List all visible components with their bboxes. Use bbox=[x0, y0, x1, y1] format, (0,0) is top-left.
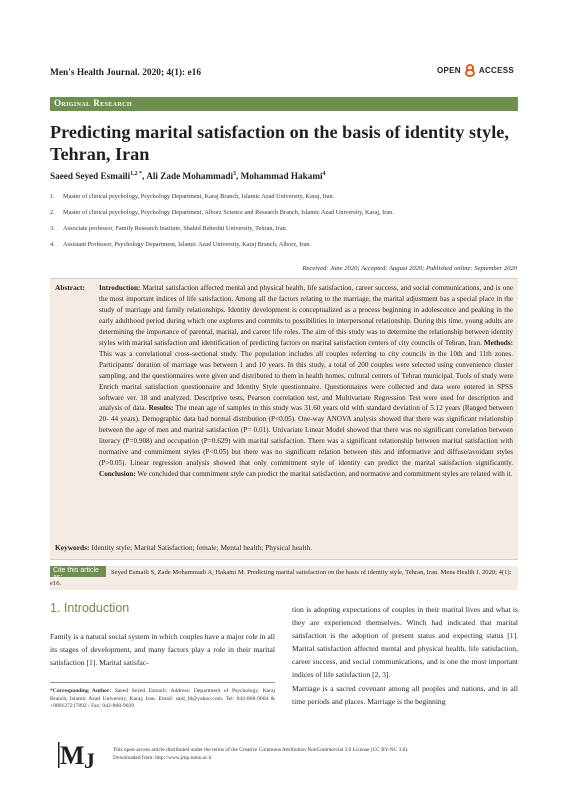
section-heading-introduction: 1. Introduction bbox=[50, 601, 130, 615]
open-access-logo bbox=[437, 64, 514, 77]
journal-logo bbox=[56, 738, 106, 772]
keywords-text: Identity style; Marital Satisfaction; female; Mental health; Physical health. bbox=[89, 543, 312, 552]
affiliation-number: 4. bbox=[50, 241, 55, 248]
affiliation-text: Master of clinical psychology, Psychology Department, Alborz Science and Research Branch, Islamic Azad University, Karaj, Iran. bbox=[63, 209, 394, 216]
author-name: Ali Zade Mohammadi bbox=[146, 171, 234, 182]
svg-text:M: M bbox=[60, 741, 85, 770]
abstract-methods-label: Methods: bbox=[483, 338, 513, 347]
affiliation-number: 2. bbox=[50, 209, 55, 216]
footnote-text: Saeed Seyed Esmaili; Address: Department of Psychology, Karaj Branch, Islamic Azad University, Karaj, Iran. Email: said_fd@yahoo.com. Tel: 042-868-9004 & +989127217892 / Fax: 042-868-9039 bbox=[50, 688, 276, 709]
keywords-label: Keywords: bbox=[55, 543, 90, 552]
affiliation-text: Assistant Professor, Psychology Department, Islamic Azad University, Karaj Branch, Alborz, Iran. bbox=[63, 241, 312, 248]
affiliation-number: 3. bbox=[50, 225, 55, 232]
download-line: Downloaded from: http://www.jmp.iums.ac.ir bbox=[113, 755, 212, 761]
author-separator: , bbox=[236, 171, 241, 182]
abstract-results-label: Results: bbox=[148, 404, 174, 413]
footnote-label: *Corresponding Author: bbox=[50, 688, 112, 694]
section-label-band bbox=[50, 97, 518, 111]
svg-text:J: J bbox=[84, 748, 95, 772]
section-label: Original Research bbox=[54, 98, 132, 108]
open-lock-icon bbox=[465, 64, 475, 77]
affiliation-text: Associate professor, Family Research Institute, Shahid Beheshti University, Tehran, Iran. bbox=[63, 225, 288, 232]
affiliation-item bbox=[50, 209, 394, 216]
author-separator: , bbox=[142, 171, 147, 182]
abstract-label: Abstract: bbox=[55, 283, 85, 292]
open-access-text-access: ACCESS bbox=[478, 66, 515, 75]
license-line: This open-access article distributed under the terms of the Creative Commons Attribution NonCommercial 3.0 License (CC BY-NC 3.0). bbox=[113, 747, 409, 753]
abstract-conclusion-text: We concluded that commitment style can predict the marital satisfaction, and normative and commitment styles are related with it. bbox=[135, 470, 513, 479]
journal-citation: Men's Health Journal. 2020; 4(1): e16 bbox=[50, 68, 202, 78]
body-text-left-column: Family is a natural social system in which couples have a major role in all its stages of development, and many factors play a role in their marital satisfaction [1]. Marital satisfac- bbox=[50, 632, 275, 668]
keywords bbox=[55, 543, 515, 552]
author-list bbox=[50, 171, 326, 181]
footnote-divider bbox=[50, 682, 275, 683]
author-name: Mohammad Hakami bbox=[240, 171, 323, 182]
citation-label: Cite this article as: bbox=[50, 566, 106, 577]
citation-text: Seyed Esmaili S, Zade Mohammadi A, Hakami M. Predicting marital satisfaction on the basis of identity style, Tehran, Iran. Mens Health J. 2020; 4(1): e16. bbox=[50, 569, 512, 587]
publication-dates: Received: June 2020; Accepted: August 2020; Published online: September 2020 bbox=[302, 265, 517, 272]
affiliation-item bbox=[50, 241, 311, 248]
author-name: Saeed Seyed Esmaili bbox=[50, 171, 131, 182]
affiliation-item bbox=[50, 193, 334, 200]
affiliation-text: Master of clinical psychology, Psychology Department, Karaj Branch, Islamic Azad University, Karaj, Iran. bbox=[63, 193, 335, 200]
open-access-text-open: OPEN bbox=[437, 66, 461, 75]
abstract-methods-text: This was a correlational cross-sectional study. The population includes all couples referring to city councils in the 10th and 11th zones. Participants' duration of marriage was between 1 and 10 years. In this study, a total of 200 couples were selected using convenience cluster sampling, and the questionnaires were given and distributed to them in health homes, cultural centers of Tehran municipal. Tools of study were Enrich marital satisfaction questionnaire and Identity Style questionnaire. Questionnaires were collected and data were entered in SPSS software ver. 18 and analyzed. Descriptive tests, Pearson correlation test, and Multivariate Regression Test were used for description and analysis of data. bbox=[99, 349, 513, 413]
abstract-intro-label: Introduction: bbox=[99, 284, 141, 292]
license-statement bbox=[113, 746, 523, 762]
corresponding-author-footnote bbox=[50, 688, 275, 711]
author-affiliation-mark: 3 bbox=[233, 171, 237, 177]
abstract-intro-text: Marital satisfaction affected mental and physical health, life satisfaction, career success, and social communications, and is one the most important indices of life satisfaction. Among all the factors relating to the marriage, the marital adjustment has a special place in the study of marriage and family relationships. Identity development is conceptualized as a process beginning in adolescence and peaking in the early adulthood period during which one explores and commits to possibilities in interpersonal relationship. During this time, young adults are determining the importance of parental, marital, and career life roles. The aim of this study was to determine the relationship between identity styles with marital satisfaction and identification of predicting factors on marital satisfaction centers of city councils of Tehran, Iran. bbox=[99, 284, 513, 347]
author-affiliation-mark: 1,2 * bbox=[130, 171, 143, 177]
abstract-conclusion-label: Conclusion: bbox=[99, 470, 136, 479]
body-text-right-column bbox=[292, 603, 518, 708]
affiliation-item bbox=[50, 225, 287, 232]
affiliation-number: 1. bbox=[50, 193, 55, 200]
author-affiliation-mark: 4 bbox=[322, 171, 326, 177]
article-title: Predicting marital satisfaction on the basis of identity style, Tehran, Iran bbox=[50, 122, 509, 164]
body-paragraph: tion is adopting expectations of couples in their marital lives and what is they are experienced themselves. Winch had indicated that marital satisfaction is the adoption of present status and expecting status [1]. Marital satisfaction affected mental and physical health, life satisfaction, career success, and social communications, and is one the most important indices of life satisfaction [2, 3]. bbox=[292, 605, 518, 680]
body-paragraph: Marriage is a sacred covenant among all peoples and nations, and in all time periods and places. Marriage is the beginning bbox=[292, 683, 518, 706]
abstract-results-text: The mean age of samples in this study was 31.60 years old with standard deviation of 5.12 years (Ranged between 20- 44 years). Demographic data had normal distribution (P<0.05). One-way ANOVA analysis showed that there was significant relationship between the age of men and marital satisfaction (P= 0.01). Univariate Linear Model showed that there was no significant correlation between literacy (P=0.908) and occupation (P=0.629) with marital satisfaction. There was a significant relationship between marital satisfaction with normative and commitment styles (P<0.05) but there was no significant relation between this and informative and diffuse/avoidant styles (P>0.05). Linear regression analysis showed that only commitment style of identity can predict the marital satisfaction significantly. bbox=[99, 404, 513, 468]
abstract-text bbox=[99, 283, 513, 480]
